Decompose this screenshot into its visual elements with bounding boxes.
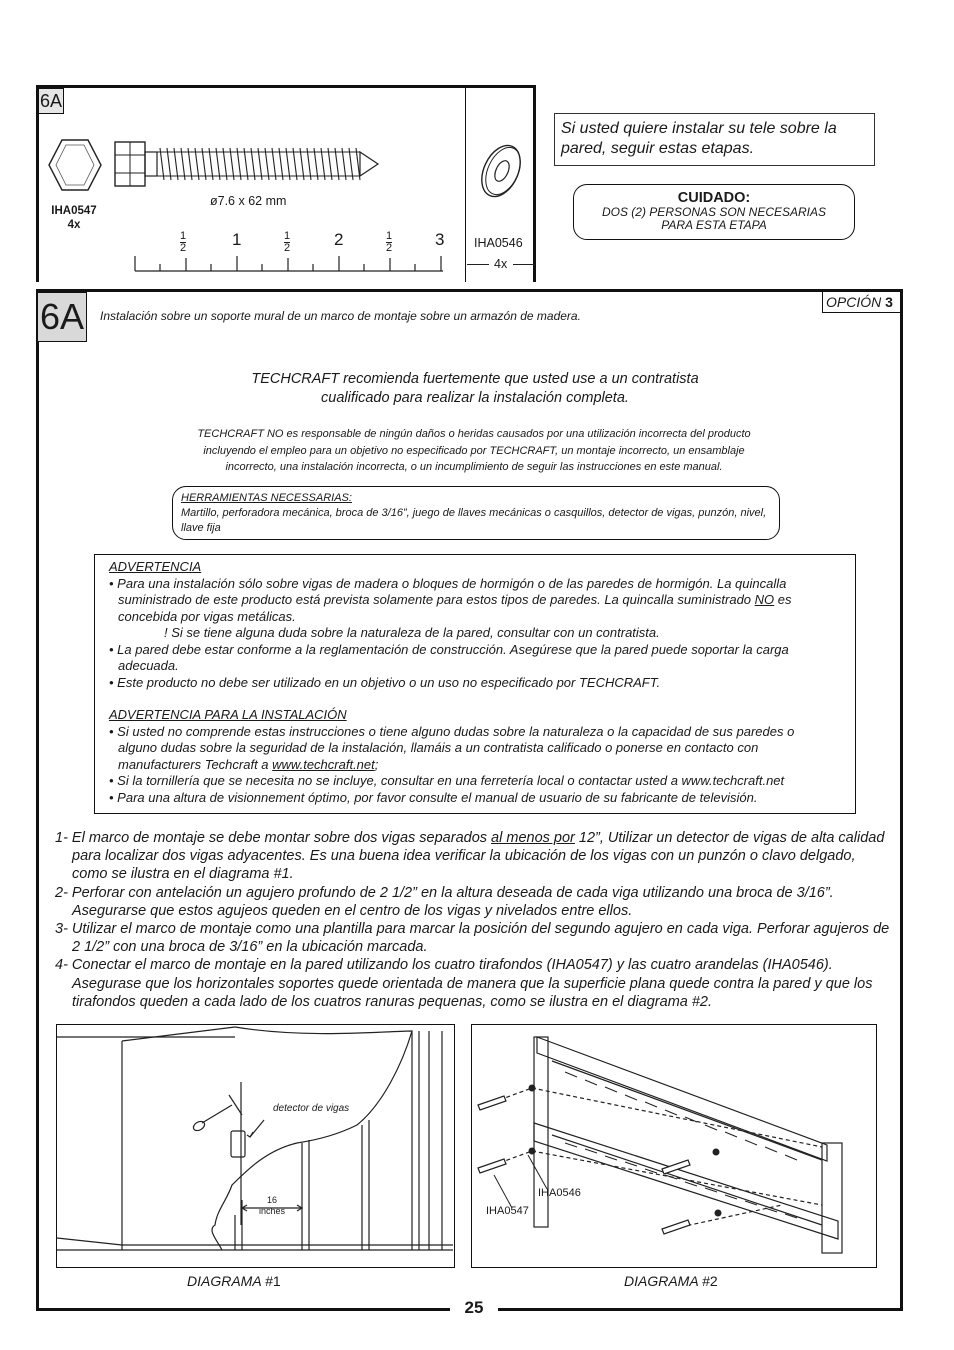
bolt-id: IHA0547 4x <box>51 205 97 231</box>
washer-qty-line-left <box>467 264 489 265</box>
caution-title: CUIDADO: <box>677 190 751 206</box>
bolt-label: IHA0547 <box>486 1205 529 1217</box>
footer-line-right <box>498 1308 903 1311</box>
ruler-half-2: 1 2 <box>284 230 291 254</box>
tools-heading: HERRAMIENTAS NECESSARIAS: <box>181 492 352 504</box>
step-title: Instalación sobre un soporte mural de un marco de montaje sobre un armazón de madera. <box>100 309 581 323</box>
instruction-steps <box>55 829 890 1011</box>
caution-line-1: DOS (2) PERSONAS SON NECESARIAS <box>601 205 827 219</box>
washer-qty: 4x <box>494 257 508 271</box>
hardware-divider <box>465 85 466 282</box>
techcraft-link[interactable]: www.techcraft.net <box>272 756 375 772</box>
washer-drawing <box>476 140 526 202</box>
disclaimer: TECHCRAFT NO es responsable de ningún daños o heridas causados por una utilización incorrecta del producto incluyendo el empleo para un objetivo no especificado por TECHCRAFT, un montaje incorrecto, un ensamblaje incorrecto, una instalación incorrecta, o un incumplimiento de seguir las instrucciones en este manual. <box>197 428 751 473</box>
detector-label: detector de vigas <box>273 1103 350 1114</box>
washer-id: IHA0546 <box>474 236 523 250</box>
hardware-tag: 6A <box>38 88 64 114</box>
step-tag: 6A <box>37 292 87 342</box>
page-number: 25 <box>464 1298 484 1317</box>
warning-text: ADVERTENCIA • Para una instalación sólo sobre vigas de madera o bloques de hormigón o de las paredes de hormigón. La quincalla suministrado de este producto está prevista solamente para estos tipos de paredes. La quincalla suministrado NO es concebida por vigas metálicas. ! Si se tiene alguna duda sobre la naturaleza de la pared, consultar con un contratista. • La pared debe estar conforme a la reglamentación de construcción. Asegúrese que la pared puede soportar la carga adecuada. • Este producto no debe ser utilizado en un objetivo o un uso no especificado por TECHCRAFT. ADVERTENCIA PARA LA INSTALACIÓN • Si usted no comprende estas instrucciones o tiene alguno dudas sobre la naturaleza o la capacidad de sus paredes o alguno dudas sobre la seguridad de la instalación, llamáis a un contratista calificado o ponerse en contacto con manufacturers Techcraft a www.techcraft.net; • Si la tornillería que se necesita no se incluye, consultar en una ferretería local o contactar usted a www.techcraft.net • Para una altura de visionnement óptimo, por favor consulte el manual de usuario de su fabricante de televisión. <box>109 559 849 806</box>
tools-text: Martillo, perforadora mecánica, broca de 3/16”, juego de llaves mecánicas o casquillos, detector de vigas, punzón, nivel, llave fija <box>181 507 767 534</box>
caution-box <box>573 184 855 240</box>
intro-text: Si usted quiere instalar su tele sobre la pared, seguir estas etapas. <box>554 113 875 166</box>
step-1: 1- El marco de montaje se debe montar sobre dos vigas separados al menos por 12”, Utilizar un detector de vigas de alta calidad para localizar dos vigas adyacentes. Es una buena idea verificar la ubicación de los vigas con un punzón o clavo delgado, como se ilustra en el diagrama #1. <box>55 830 885 883</box>
mount-frame-drawing <box>472 1025 875 1266</box>
ruler-num-2: 2 <box>334 230 344 249</box>
tools-box <box>172 486 780 540</box>
stud-spacing: 16 inches <box>258 1195 285 1216</box>
step-3: 3- Utilizar el marco de montaje como una plantilla para marcar la posición del segundo agujero en cada viga. Perforar agujeros de 2 1/2” con una broca de 3/16” en la ubicación marcada. <box>55 921 890 956</box>
washer-qty-line-right <box>513 264 535 265</box>
washer-label: IHA0546 <box>538 1187 581 1199</box>
ruler-num-1: 1 <box>232 230 242 249</box>
recommendation: TECHCRAFT recomienda fuertemente que usted use a un contratista cualificado para realizar la instalación completa. <box>251 371 699 406</box>
step-2: 2- Perforar con antelación un agujero profundo de 2 1/2” en la altura deseada de cada viga utilizando una broca de 3/16”. Asegurarse que estos agujeos queden en el centro de los vigas y nivelados entre ellos. <box>55 884 834 919</box>
ruler-scale <box>130 252 450 274</box>
diagram-2-caption: DIAGRAMA #2 <box>624 1273 718 1289</box>
caution-line-2: PARA ESTA ETAPA <box>661 218 767 232</box>
ruler-half-3: 1 2 <box>386 230 393 254</box>
lag-bolt-drawing <box>40 130 385 200</box>
diagram-2 <box>471 1024 877 1268</box>
bolt-size: ø7.6 x 62 mm <box>210 194 287 208</box>
option-label: OPCIÓN 3 <box>822 291 901 313</box>
diagram-1 <box>56 1024 455 1268</box>
installation-warning-heading: ADVERTENCIA PARA LA INSTALACIÓN <box>109 707 347 722</box>
ruler-half-1: 1 2 <box>180 230 187 254</box>
wall-stud-drawing <box>57 1025 453 1266</box>
footer-line-left <box>36 1308 450 1311</box>
ruler-num-3: 3 <box>435 230 445 249</box>
warning-heading: ADVERTENCIA <box>109 559 202 574</box>
diagram-1-caption: DIAGRAMA #1 <box>187 1273 281 1289</box>
step-4: 4- Conectar el marco de montaje en la pared utilizando los cuatro tirafondos (IHA0547) y las cuatro arandelas (IHA0546). Asegurase que los horizontales soportes quede orientada de manera que la superficie plana quede contra la pared y que los tirafondos queden a cada lado de los cuatros ranuras pequenas, como se ilustra en el diagrama #2. <box>55 957 873 1010</box>
